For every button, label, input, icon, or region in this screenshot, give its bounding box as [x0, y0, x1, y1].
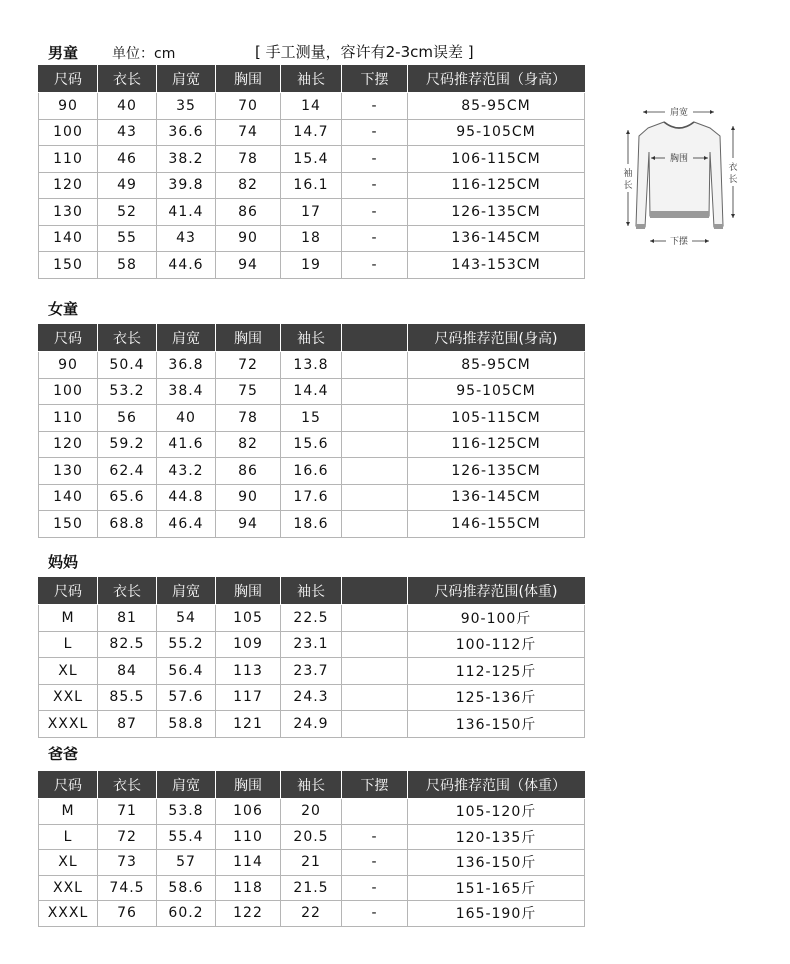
table-row	[39, 431, 585, 458]
girls-size-table	[38, 324, 585, 538]
table-cell: 56.4	[157, 658, 216, 685]
table-cell: 70	[216, 93, 281, 120]
table-cell: 95-105CM	[408, 378, 585, 405]
table-cell: 20	[281, 799, 342, 825]
table-cell: -	[342, 850, 408, 876]
table-cell: 15.4	[281, 146, 342, 173]
column-header: 下摆	[342, 772, 408, 799]
table-cell	[342, 711, 408, 738]
column-header: 衣长	[98, 578, 157, 605]
table-cell: 62.4	[98, 458, 157, 485]
arrow-head-icon	[705, 239, 709, 243]
table-cell	[342, 799, 408, 825]
table-cell: 21.5	[281, 875, 342, 901]
dad-title: 爸爸	[48, 745, 79, 763]
column-header: 尺码	[39, 66, 98, 93]
table-row	[39, 146, 585, 173]
table-cell: 75	[216, 378, 281, 405]
table-cell: -	[342, 119, 408, 146]
table-cell: 46.4	[157, 511, 216, 538]
column-header: 胸围	[216, 578, 281, 605]
table-cell: 17	[281, 199, 342, 226]
table-row	[39, 119, 585, 146]
table-cell: 116-125CM	[408, 431, 585, 458]
table-row	[39, 199, 585, 226]
column-header: 肩宽	[157, 772, 216, 799]
header-row	[39, 772, 585, 799]
table-cell: 46	[98, 146, 157, 173]
table-cell: 73	[98, 850, 157, 876]
table-cell: 146-155CM	[408, 511, 585, 538]
table-cell: 143-153CM	[408, 252, 585, 279]
table-cell: -	[342, 146, 408, 173]
table-cell: -	[342, 199, 408, 226]
table-cell: -	[342, 824, 408, 850]
table-cell: 43	[157, 225, 216, 252]
table-row	[39, 378, 585, 405]
table-cell: 125-136斤	[408, 684, 585, 711]
table-cell: 16.1	[281, 172, 342, 199]
table-cell: 114	[216, 850, 281, 876]
column-header: 肩宽	[157, 66, 216, 93]
mom-size-table	[38, 577, 585, 738]
table-cell: 117	[216, 684, 281, 711]
table-cell: 60.2	[157, 901, 216, 927]
column-header: 袖长	[281, 325, 342, 352]
table-row	[39, 93, 585, 120]
table-cell: 120	[39, 172, 98, 199]
chest-label: 胸围	[669, 154, 689, 164]
table-cell: 20.5	[281, 824, 342, 850]
table-cell: 121	[216, 711, 281, 738]
table-cell: 58	[98, 252, 157, 279]
table-row	[39, 711, 585, 738]
table-cell: 41.4	[157, 199, 216, 226]
table-cell: 126-135CM	[408, 199, 585, 226]
table-cell: 100	[39, 119, 98, 146]
table-row	[39, 405, 585, 432]
arrow-head-icon	[710, 110, 714, 114]
girls-title: 女童	[48, 300, 79, 318]
table-cell: 72	[216, 352, 281, 379]
arrow-head-icon	[626, 222, 630, 226]
table-cell: L	[39, 631, 98, 658]
table-cell: 94	[216, 252, 281, 279]
table-cell: 58.8	[157, 711, 216, 738]
table-cell: 151-165斤	[408, 875, 585, 901]
table-cell: 110	[39, 405, 98, 432]
table-cell: 14	[281, 93, 342, 120]
table-cell: 120	[39, 431, 98, 458]
table-cell	[342, 458, 408, 485]
arrow-head-icon	[731, 214, 735, 218]
header-row	[39, 66, 585, 93]
header-row	[39, 325, 585, 352]
table-cell: -	[342, 252, 408, 279]
table-cell: 13.8	[281, 352, 342, 379]
table-cell: 84	[98, 658, 157, 685]
table-cell: 16.6	[281, 458, 342, 485]
table-cell: 43	[98, 119, 157, 146]
table-cell: 112-125斤	[408, 658, 585, 685]
table-cell: 105-120斤	[408, 799, 585, 825]
table-cell: XXL	[39, 684, 98, 711]
table-row	[39, 352, 585, 379]
column-header: 尺码	[39, 578, 98, 605]
table-cell: 85-95CM	[408, 352, 585, 379]
table-cell: 53.2	[98, 378, 157, 405]
length-label-1: 衣	[728, 163, 738, 173]
table-cell: 90	[216, 225, 281, 252]
table-cell: 55	[98, 225, 157, 252]
shoulder-label: 肩宽	[669, 108, 689, 118]
column-header: 衣长	[98, 325, 157, 352]
column-header: 袖长	[281, 772, 342, 799]
table-cell: 55.2	[157, 631, 216, 658]
table-cell	[342, 484, 408, 511]
table-cell: XXXL	[39, 711, 98, 738]
column-header: 衣长	[98, 772, 157, 799]
cuff-left	[636, 224, 645, 229]
table-cell: 106	[216, 799, 281, 825]
table-cell: 40	[98, 93, 157, 120]
column-header	[342, 578, 408, 605]
column-header: 尺码推荐范围(体重)	[408, 578, 585, 605]
table-cell: 136-150斤	[408, 850, 585, 876]
table-cell	[342, 605, 408, 632]
column-header: 肩宽	[157, 578, 216, 605]
column-header: 胸围	[216, 66, 281, 93]
table-cell: 53.8	[157, 799, 216, 825]
table-cell: -	[342, 901, 408, 927]
table-cell: 81	[98, 605, 157, 632]
table-row	[39, 484, 585, 511]
measurement-note: [ 手工测量，容许有2-3cm误差 ]	[255, 43, 474, 61]
column-header: 尺码推荐范围（身高）	[408, 66, 585, 93]
table-row	[39, 458, 585, 485]
column-header: 尺码	[39, 772, 98, 799]
table-row	[39, 875, 585, 901]
table-cell: 52	[98, 199, 157, 226]
table-cell: 85.5	[98, 684, 157, 711]
table-cell: 105-115CM	[408, 405, 585, 432]
table-cell: 44.6	[157, 252, 216, 279]
table-cell: 106-115CM	[408, 146, 585, 173]
table-cell: 140	[39, 225, 98, 252]
column-header: 尺码	[39, 325, 98, 352]
unit-label: 单位：cm	[112, 46, 176, 62]
table-cell: 90	[39, 352, 98, 379]
table-cell: 39.8	[157, 172, 216, 199]
table-cell: 14.7	[281, 119, 342, 146]
column-header: 衣长	[98, 66, 157, 93]
table-cell: 110	[216, 824, 281, 850]
dad-size-table	[38, 771, 585, 927]
table-cell: 76	[98, 901, 157, 927]
boys-title: 男童	[48, 44, 79, 62]
table-row	[39, 225, 585, 252]
table-row	[39, 511, 585, 538]
table-cell: 23.1	[281, 631, 342, 658]
column-header: 胸围	[216, 772, 281, 799]
table-cell: 74	[216, 119, 281, 146]
table-cell: 43.2	[157, 458, 216, 485]
table-cell: 118	[216, 875, 281, 901]
table-cell: 49	[98, 172, 157, 199]
table-cell: 82.5	[98, 631, 157, 658]
table-cell: L	[39, 824, 98, 850]
table-cell: 23.7	[281, 658, 342, 685]
table-cell: 90	[39, 93, 98, 120]
table-cell: 150	[39, 252, 98, 279]
table-cell: 24.9	[281, 711, 342, 738]
table-cell: 78	[216, 405, 281, 432]
header-row	[39, 578, 585, 605]
table-cell: 126-135CM	[408, 458, 585, 485]
table-cell: 19	[281, 252, 342, 279]
table-cell: 74.5	[98, 875, 157, 901]
table-cell: 90	[216, 484, 281, 511]
table-cell: 110	[39, 146, 98, 173]
arrow-head-icon	[731, 126, 735, 130]
table-cell: 36.6	[157, 119, 216, 146]
table-row	[39, 172, 585, 199]
table-row	[39, 799, 585, 825]
table-cell: 136-145CM	[408, 225, 585, 252]
table-cell: 15.6	[281, 431, 342, 458]
table-cell: -	[342, 172, 408, 199]
arrow-head-icon	[643, 110, 647, 114]
table-cell: 100-112斤	[408, 631, 585, 658]
table-cell: 86	[216, 458, 281, 485]
table-cell: 65.6	[98, 484, 157, 511]
table-cell: 57.6	[157, 684, 216, 711]
arrow-head-icon	[626, 130, 630, 134]
table-cell: XXXL	[39, 901, 98, 927]
table-cell: 41.6	[157, 431, 216, 458]
arrow-head-icon	[650, 239, 654, 243]
table-cell	[342, 352, 408, 379]
table-cell	[342, 431, 408, 458]
table-row	[39, 658, 585, 685]
table-cell: 36.8	[157, 352, 216, 379]
table-cell: 72	[98, 824, 157, 850]
hem-band	[650, 211, 709, 218]
table-cell: 56	[98, 405, 157, 432]
table-cell: 113	[216, 658, 281, 685]
table-cell: 122	[216, 901, 281, 927]
table-cell: XL	[39, 850, 98, 876]
table-cell: 136-145CM	[408, 484, 585, 511]
table-cell: 21	[281, 850, 342, 876]
table-row	[39, 684, 585, 711]
table-cell: M	[39, 799, 98, 825]
table-cell: 59.2	[98, 431, 157, 458]
table-cell: 94	[216, 511, 281, 538]
table-cell: 22.5	[281, 605, 342, 632]
table-cell: 86	[216, 199, 281, 226]
table-cell: 24.3	[281, 684, 342, 711]
table-cell	[342, 684, 408, 711]
table-cell	[342, 405, 408, 432]
table-cell: 71	[98, 799, 157, 825]
mom-title: 妈妈	[48, 553, 79, 571]
table-cell: 95-105CM	[408, 119, 585, 146]
table-cell: 136-150斤	[408, 711, 585, 738]
table-cell: -	[342, 225, 408, 252]
table-cell: XL	[39, 658, 98, 685]
column-header: 袖长	[281, 66, 342, 93]
table-cell: 57	[157, 850, 216, 876]
table-cell: 68.8	[98, 511, 157, 538]
sweater-measurement-diagram	[610, 100, 745, 245]
table-cell: 22	[281, 901, 342, 927]
table-cell: 82	[216, 172, 281, 199]
table-cell: 44.8	[157, 484, 216, 511]
table-row	[39, 252, 585, 279]
table-cell: 87	[98, 711, 157, 738]
table-cell: -	[342, 93, 408, 120]
table-cell: 140	[39, 484, 98, 511]
table-cell: 17.6	[281, 484, 342, 511]
sleeve-label-1: 袖	[623, 169, 633, 179]
column-header	[342, 325, 408, 352]
table-row	[39, 605, 585, 632]
table-cell	[342, 511, 408, 538]
column-header: 下摆	[342, 66, 408, 93]
table-cell: 109	[216, 631, 281, 658]
table-row	[39, 631, 585, 658]
table-cell: 150	[39, 511, 98, 538]
table-cell: 38.4	[157, 378, 216, 405]
table-cell: M	[39, 605, 98, 632]
table-row	[39, 824, 585, 850]
table-cell: 15	[281, 405, 342, 432]
sleeve-label-2: 长	[623, 181, 633, 191]
table-cell: 100	[39, 378, 98, 405]
table-cell: 82	[216, 431, 281, 458]
table-cell: 14.4	[281, 378, 342, 405]
table-cell: 18	[281, 225, 342, 252]
table-row	[39, 850, 585, 876]
table-cell: 165-190斤	[408, 901, 585, 927]
table-cell: 50.4	[98, 352, 157, 379]
table-cell: XXL	[39, 875, 98, 901]
boys-size-table	[38, 65, 585, 279]
table-cell: 58.6	[157, 875, 216, 901]
table-cell: 18.6	[281, 511, 342, 538]
table-cell: 90-100斤	[408, 605, 585, 632]
table-cell	[342, 658, 408, 685]
table-cell: 120-135斤	[408, 824, 585, 850]
column-header: 胸围	[216, 325, 281, 352]
table-cell: 55.4	[157, 824, 216, 850]
table-row	[39, 901, 585, 927]
table-cell: 130	[39, 199, 98, 226]
table-cell: 35	[157, 93, 216, 120]
hem-label: 下摆	[669, 237, 689, 245]
cuff-right	[714, 224, 723, 229]
column-header: 肩宽	[157, 325, 216, 352]
table-cell: 78	[216, 146, 281, 173]
table-cell: -	[342, 875, 408, 901]
table-cell	[342, 631, 408, 658]
table-cell: 105	[216, 605, 281, 632]
table-cell: 116-125CM	[408, 172, 585, 199]
column-header: 尺码推荐范围（体重）	[408, 772, 585, 799]
table-cell: 38.2	[157, 146, 216, 173]
table-cell	[342, 378, 408, 405]
column-header: 尺码推荐范围(身高)	[408, 325, 585, 352]
table-cell: 130	[39, 458, 98, 485]
table-cell: 85-95CM	[408, 93, 585, 120]
table-cell: 40	[157, 405, 216, 432]
table-cell: 54	[157, 605, 216, 632]
length-label-2: 长	[728, 175, 738, 185]
column-header: 袖长	[281, 578, 342, 605]
